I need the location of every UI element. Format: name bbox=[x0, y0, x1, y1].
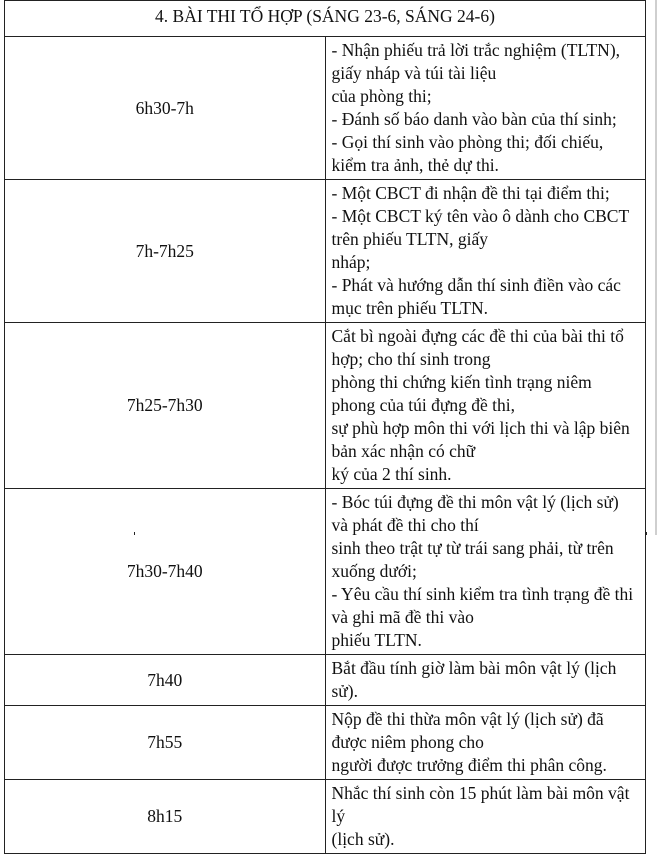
table-row bbox=[5, 706, 646, 780]
task-line: của phòng thi; bbox=[331, 86, 432, 106]
time-cell: 7h40 bbox=[5, 655, 326, 706]
time-cell: 7h55 bbox=[5, 706, 326, 780]
time-cell: 7h-7h25 bbox=[5, 180, 326, 323]
task-line: - Gọi thí sinh vào phòng thi; đối chiếu, kiểm tra ảnh, thẻ dự thi. bbox=[331, 132, 604, 175]
task-line: (lịch sử). bbox=[331, 829, 395, 849]
task-line: sinh theo trật tự từ trái sang phải, từ trên xuống dưới; bbox=[331, 538, 614, 581]
time-cell: 7h30-7h40 bbox=[5, 489, 326, 655]
task-cell bbox=[325, 489, 646, 655]
task-line: Nộp đề thi thừa môn vật lý (lịch sử) đã được niêm phong cho bbox=[331, 709, 604, 752]
task-line: - Phát và hướng dẫn thí sinh điền vào các mục trên phiếu TLTN. bbox=[331, 275, 621, 318]
task-line: - Đánh số báo danh vào bàn của thí sinh; bbox=[331, 109, 617, 129]
task-line: sự phù hợp môn thi với lịch thi và lập biên bản xác nhận có chữ bbox=[331, 418, 630, 461]
task-line: phòng thi chứng kiến tình trạng niêm phong của túi đựng đề thi, bbox=[331, 372, 592, 415]
task-line: - Một CBCT đi nhận đề thi tại điểm thi; bbox=[331, 183, 610, 203]
task-cell bbox=[325, 706, 646, 780]
task-line: - Một CBCT ký tên vào ô dành cho CBCT trên phiếu TLTN, giấy bbox=[331, 206, 629, 249]
task-line: - Nhận phiếu trả lời trắc nghiệm (TLTN), giấy nháp và túi tài liệu bbox=[331, 40, 621, 83]
table-row bbox=[5, 323, 646, 489]
task-line: Bắt đầu tính giờ làm bài môn vật lý (lịch sử). bbox=[331, 658, 617, 701]
exam-schedule-table bbox=[4, 0, 646, 854]
task-line: nháp; bbox=[331, 252, 371, 272]
task-line: ký của 2 thí sinh. bbox=[331, 464, 452, 484]
time-cell: 6h30-7h bbox=[5, 37, 326, 180]
table-row bbox=[5, 780, 646, 854]
task-cell bbox=[325, 180, 646, 323]
task-cell bbox=[325, 37, 646, 180]
task-line: người được trưởng điểm thi phân công. bbox=[331, 755, 607, 775]
time-cell: 7h25-7h30 bbox=[5, 323, 326, 489]
table-header-row bbox=[5, 1, 646, 37]
table-row bbox=[5, 655, 646, 706]
table-row bbox=[5, 180, 646, 323]
task-cell bbox=[325, 780, 646, 854]
table-row bbox=[5, 37, 646, 180]
task-cell bbox=[325, 655, 646, 706]
next-row-edge bbox=[4, 527, 647, 535]
time-cell: 8h15 bbox=[5, 780, 326, 854]
task-line: - Bóc túi đựng đề thi môn vật lý (lịch sử) và phát đề thi cho thí bbox=[331, 492, 619, 535]
task-line: Cắt bì ngoài đựng các đề thi của bài thi tổ hợp; cho thí sinh trong bbox=[331, 326, 624, 369]
task-line: - Yêu cầu thí sinh kiểm tra tình trạng đề thi và ghi mã đề thi vào bbox=[331, 584, 634, 627]
section-title: 4. BÀI THI TỔ HỢP (SÁNG 23-6, SÁNG 24-6) bbox=[5, 1, 646, 37]
table-row bbox=[5, 489, 646, 655]
task-cell bbox=[325, 323, 646, 489]
task-line: phiếu TLTN. bbox=[331, 630, 422, 650]
task-line: Nhắc thí sinh còn 15 phút làm bài môn vật lý bbox=[331, 783, 630, 826]
